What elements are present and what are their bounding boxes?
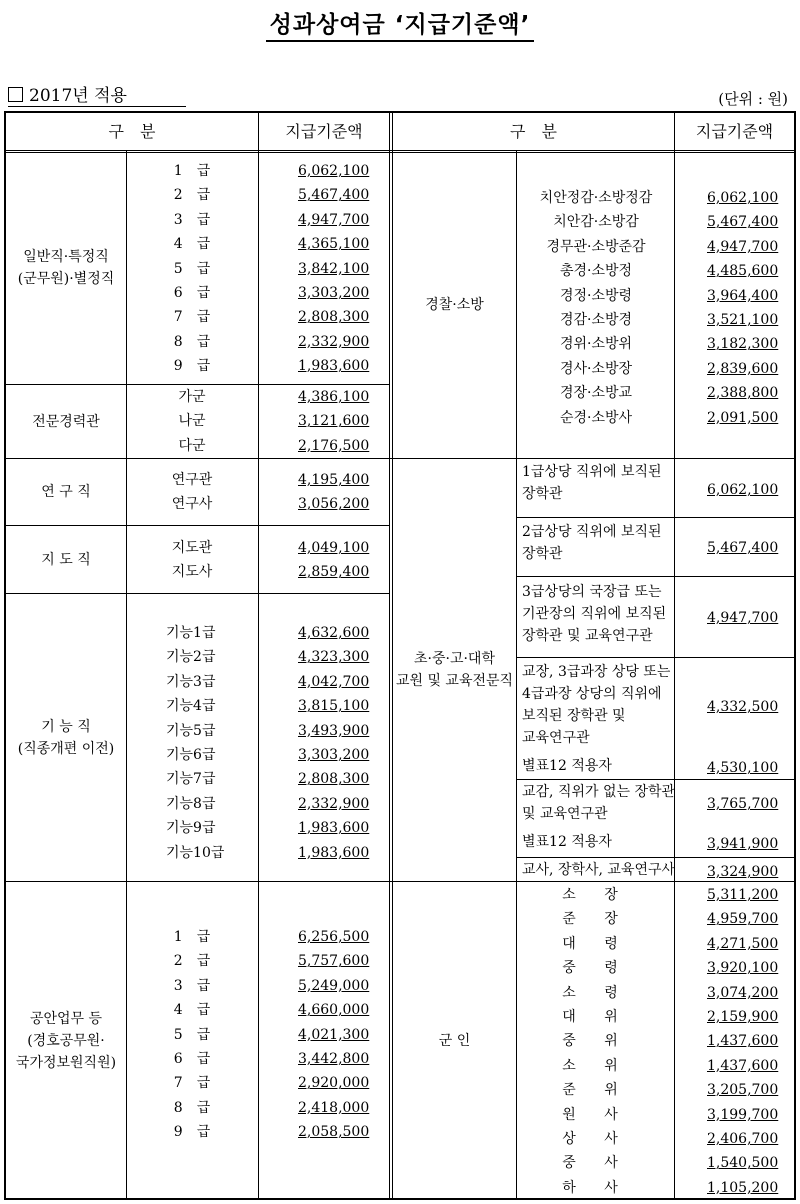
- table-cell: 대 위: [562, 1008, 630, 1025]
- grade: 8 급: [173, 333, 211, 350]
- table-cell: 경감·소방경: [559, 311, 633, 328]
- table-cell: 4,271,500: [707, 935, 779, 952]
- group-label-teachers: [393, 459, 516, 881]
- table-rule: [516, 779, 794, 780]
- table-cell: 2017년 적용: [29, 86, 127, 106]
- table-cell: 경사·소방장: [559, 360, 633, 377]
- technical-grades: [166, 621, 258, 865]
- table-cell: 총경·소방정: [559, 263, 633, 280]
- table-cell: 5,757,600: [298, 953, 370, 970]
- table-cell: 3,493,900: [298, 722, 370, 739]
- table-cell: 3,205,700: [707, 1082, 779, 1099]
- grade: 2 급: [173, 187, 211, 204]
- table-cell: 4 급: [173, 1002, 211, 1019]
- table-cell: 8 급: [173, 1099, 211, 1116]
- amount: 5,467,400: [298, 187, 370, 204]
- amount: 2,332,900: [298, 333, 370, 350]
- header-left-category: 구 분: [108, 121, 156, 141]
- table-rule: [516, 882, 517, 1200]
- table-cell: 2,808,300: [298, 771, 370, 788]
- table-cell: 연구관: [171, 472, 213, 488]
- amount: 4,365,100: [298, 236, 370, 253]
- table-cell: 준 장: [562, 911, 630, 928]
- table-cell: 순경·소방사: [559, 409, 633, 426]
- table-cell: 3,815,100: [298, 698, 370, 715]
- table-cell: 3,074,200: [707, 984, 779, 1001]
- table-cell: 3,964,400: [707, 287, 779, 304]
- table-cell: 다군: [178, 437, 206, 454]
- table-cell: 2,859,400: [298, 564, 370, 581]
- table-cell: 성과상여금 ‘지급기준액’: [266, 12, 535, 42]
- group-label-general: [6, 151, 126, 384]
- teacher-row-5: [522, 781, 675, 825]
- table-cell: 기능1급: [166, 625, 216, 641]
- table-cell: 장학관 및 교육연구관: [522, 628, 653, 644]
- table-cell: 중 사: [562, 1155, 630, 1172]
- table-cell: 1 급: [173, 929, 211, 945]
- group-label-police: 경찰·소방: [425, 296, 484, 313]
- group-label-research: 연 구 직: [41, 484, 91, 500]
- table-cell: 5 급: [173, 1026, 211, 1043]
- unit-label: (단위 : 원): [718, 90, 788, 108]
- teacher-row-2: [522, 521, 662, 565]
- table-cell: 지도관: [171, 540, 213, 556]
- general-grades: [126, 159, 258, 379]
- table-cell: 1급상당 직위에 보직된: [522, 464, 662, 480]
- teacher-amount-4b: 4,530,100: [707, 760, 779, 776]
- table-cell: 3,182,300: [707, 336, 779, 353]
- amount: 3,303,200: [298, 284, 370, 301]
- table-cell: 나군: [178, 413, 206, 430]
- teacher-amount-1: 6,062,100: [707, 482, 779, 498]
- table-cell: 4,485,600: [707, 263, 779, 280]
- military-amounts: [707, 883, 794, 1200]
- table-cell: 1,983,600: [298, 844, 370, 861]
- page-title: [0, 6, 800, 39]
- table-cell: 3 급: [173, 977, 211, 994]
- table-rule: [516, 857, 794, 858]
- table-rule: [516, 657, 794, 658]
- table-cell: 3,303,200: [298, 746, 370, 763]
- table-cell: 기능8급: [166, 795, 216, 812]
- group-label-guidance: 지 도 직: [41, 551, 91, 568]
- table-cell: 기능9급: [166, 820, 216, 837]
- table-cell: 4,323,300: [298, 649, 370, 666]
- table-cell: 5,311,200: [707, 887, 779, 903]
- table-cell: 경정·소방령: [559, 287, 633, 304]
- table-cell: 기능5급: [166, 722, 216, 739]
- grade: 6 급: [173, 284, 211, 301]
- teacher-amount-5: 3,765,700: [707, 796, 779, 812]
- table-cell: 7 급: [173, 1075, 211, 1092]
- table-cell: 2,159,900: [707, 1008, 779, 1025]
- table-cell: 장학관: [522, 546, 563, 562]
- table-cell: 지도사: [171, 564, 213, 581]
- table-cell: 4,386,100: [298, 389, 370, 405]
- group-label-military: 군 인: [438, 1033, 471, 1049]
- table-cell: 2,332,900: [298, 795, 370, 812]
- table-cell: 중 위: [562, 1033, 630, 1050]
- teacher-amount-4: 4,332,500: [707, 699, 779, 715]
- table-cell: 기관장의 직위에 보직된: [522, 606, 667, 622]
- table-cell: 공안업무 등: [29, 1011, 103, 1027]
- table-cell: 9 급: [173, 1124, 211, 1141]
- teacher-row-5b: 별표12 적용자: [522, 834, 612, 850]
- teacher-row-3: [522, 581, 666, 647]
- table-cell: (군무원)·별정직: [17, 270, 115, 287]
- table-cell: 4,959,700: [707, 911, 779, 928]
- table-cell: 3급상당의 국장급 또는: [522, 584, 662, 600]
- table-cell: 2,418,000: [298, 1099, 370, 1116]
- guidance-grades: [126, 536, 258, 585]
- table-cell: 기능6급: [166, 746, 216, 763]
- table-cell: 일반직·특정직: [23, 248, 109, 265]
- table-cell: 3,920,100: [707, 960, 779, 977]
- table-cell: 5,249,000: [298, 977, 370, 994]
- table-cell: 경위·소방위: [559, 336, 633, 353]
- teacher-amount-6: 3,324,900: [707, 864, 779, 880]
- table-cell: 2,091,500: [707, 409, 779, 426]
- guidance-amounts: [298, 536, 388, 585]
- expert-amounts: [298, 385, 388, 458]
- table-cell: 소 장: [562, 887, 630, 903]
- public-security-grades: [126, 925, 258, 1145]
- teacher-amount-5b: 3,941,900: [707, 836, 779, 852]
- grade: 4 급: [173, 236, 211, 253]
- table-cell: 및 교육연구관: [522, 806, 608, 822]
- teacher-amount-3: 4,947,700: [707, 610, 779, 626]
- grade: 1 급: [173, 163, 211, 179]
- table-cell: 교육연구관: [522, 730, 590, 746]
- teacher-row-6: 교사, 장학사, 교육연구사: [522, 862, 676, 878]
- table-cell: 1,983,600: [298, 820, 370, 837]
- table-cell: 기능4급: [166, 698, 216, 715]
- table-cell: 치안감·소방감: [553, 214, 639, 231]
- table-cell: 4,049,100: [298, 540, 370, 556]
- public-security-amounts: [298, 925, 388, 1145]
- table-cell: 6,256,500: [298, 929, 370, 945]
- table-cell: 3,521,100: [707, 311, 779, 328]
- teacher-row-4: [522, 661, 670, 749]
- table-cell: 기 능 직: [41, 718, 91, 735]
- table-cell: 가군: [178, 389, 206, 405]
- header-left-amount: 지급기준액: [285, 121, 363, 141]
- table-cell: 준 위: [562, 1082, 630, 1099]
- amount: 6,062,100: [298, 163, 370, 179]
- table-cell: 3,121,600: [298, 413, 370, 430]
- grade: 3 급: [173, 211, 211, 228]
- police-amounts: [707, 186, 794, 430]
- table-cell: 경무관·소방준감: [546, 238, 646, 255]
- table-cell: 교감, 직위가 없는 장학관: [522, 784, 676, 800]
- table-cell: 6,062,100: [707, 190, 779, 206]
- table-cell: 5,467,400: [707, 214, 779, 231]
- table-cell: 4,195,400: [298, 472, 370, 488]
- group-label-expert: 전문경력관: [32, 413, 100, 430]
- table-cell: 4,660,000: [298, 1002, 370, 1019]
- table-cell: 국가정보원직원): [15, 1055, 117, 1071]
- research-amounts: [298, 468, 388, 517]
- general-amounts: [298, 159, 388, 379]
- table-cell: 1,437,600: [707, 1033, 779, 1050]
- checkbox-square-icon: [8, 87, 23, 102]
- table-cell: 교장, 3급과장 상당 또는: [522, 664, 671, 680]
- table-cell: 2,839,600: [707, 360, 779, 377]
- table-cell: 기능3급: [166, 673, 216, 690]
- table-rule: [516, 517, 794, 518]
- table-cell: 4,021,300: [298, 1026, 370, 1043]
- table-cell: 2급상당 직위에 보직된: [522, 524, 662, 540]
- table-cell: 초·중·고·대학: [414, 651, 495, 667]
- header-right-amount: 지급기준액: [695, 121, 774, 141]
- table-cell: 2,058,500: [298, 1124, 370, 1141]
- table-cell: 2,176,500: [298, 437, 370, 454]
- amount: 3,842,100: [298, 260, 370, 277]
- section-label: [8, 86, 186, 107]
- table-cell: 2,920,000: [298, 1075, 370, 1092]
- table-cell: 기능10급: [166, 844, 225, 861]
- amount: 1,983,600: [298, 358, 370, 375]
- table-cell: 교원 및 교육전문직: [395, 673, 514, 689]
- expert-grades: [126, 385, 258, 458]
- table-cell: 3,442,800: [298, 1050, 370, 1067]
- table-cell: 연구사: [171, 496, 213, 513]
- table-cell: 소 령: [562, 984, 630, 1001]
- group-label-technical: [6, 594, 126, 881]
- teacher-row-1: [522, 461, 662, 505]
- teacher-row-4b: 별표12 적용자: [522, 758, 612, 774]
- group-label-public-security: [6, 882, 126, 1200]
- pay-table: [4, 111, 796, 1200]
- table-cell: 소 위: [562, 1057, 630, 1074]
- table-cell: 4,042,700: [298, 673, 370, 690]
- table-cell: 치안정감·소방정감: [539, 190, 653, 206]
- table-cell: 2,388,800: [707, 385, 779, 402]
- amount: 4,947,700: [298, 211, 370, 228]
- header-right-category: 구 분: [510, 121, 557, 141]
- table-cell: 1,437,600: [707, 1057, 779, 1074]
- amount: 2,808,300: [298, 309, 370, 326]
- table-cell: 기능2급: [166, 649, 216, 666]
- table-cell: 원 사: [562, 1106, 630, 1123]
- table-cell: 보직된 장학관 및: [522, 708, 626, 724]
- technical-amounts: [298, 621, 388, 865]
- table-cell: 4,632,600: [298, 625, 370, 641]
- table-cell: 6 급: [173, 1050, 211, 1067]
- table-cell: 3,056,200: [298, 496, 370, 513]
- table-cell: 경장·소방교: [559, 385, 633, 402]
- grade: 7 급: [173, 309, 211, 326]
- table-cell: 하 사: [562, 1179, 630, 1196]
- police-ranks: [518, 186, 674, 430]
- table-rule: [258, 151, 259, 1200]
- table-cell: 1,540,500: [707, 1155, 779, 1172]
- table-cell: (경호공무원·: [27, 1033, 105, 1049]
- grade: 5 급: [173, 260, 211, 277]
- research-grades: [126, 468, 258, 517]
- table-cell: 중 령: [562, 960, 630, 977]
- teacher-amount-2: 5,467,400: [707, 540, 779, 556]
- table-cell: 3,199,700: [707, 1106, 779, 1123]
- table-cell: 4급과장 상당의 직위에: [522, 686, 662, 702]
- table-cell: 1,105,200: [707, 1179, 779, 1196]
- table-cell: 2,406,700: [707, 1130, 779, 1147]
- military-ranks: [518, 883, 674, 1200]
- table-cell: 4,947,700: [707, 238, 779, 255]
- table-cell: 2 급: [173, 953, 211, 970]
- table-cell: 장학관: [522, 486, 563, 502]
- table-cell: (직종개편 이전): [17, 740, 115, 757]
- grade: 9 급: [173, 358, 211, 375]
- table-cell: 상 사: [562, 1130, 630, 1147]
- table-cell: 대 령: [562, 935, 630, 952]
- table-rule: [516, 576, 794, 577]
- table-cell: 기능7급: [166, 771, 216, 788]
